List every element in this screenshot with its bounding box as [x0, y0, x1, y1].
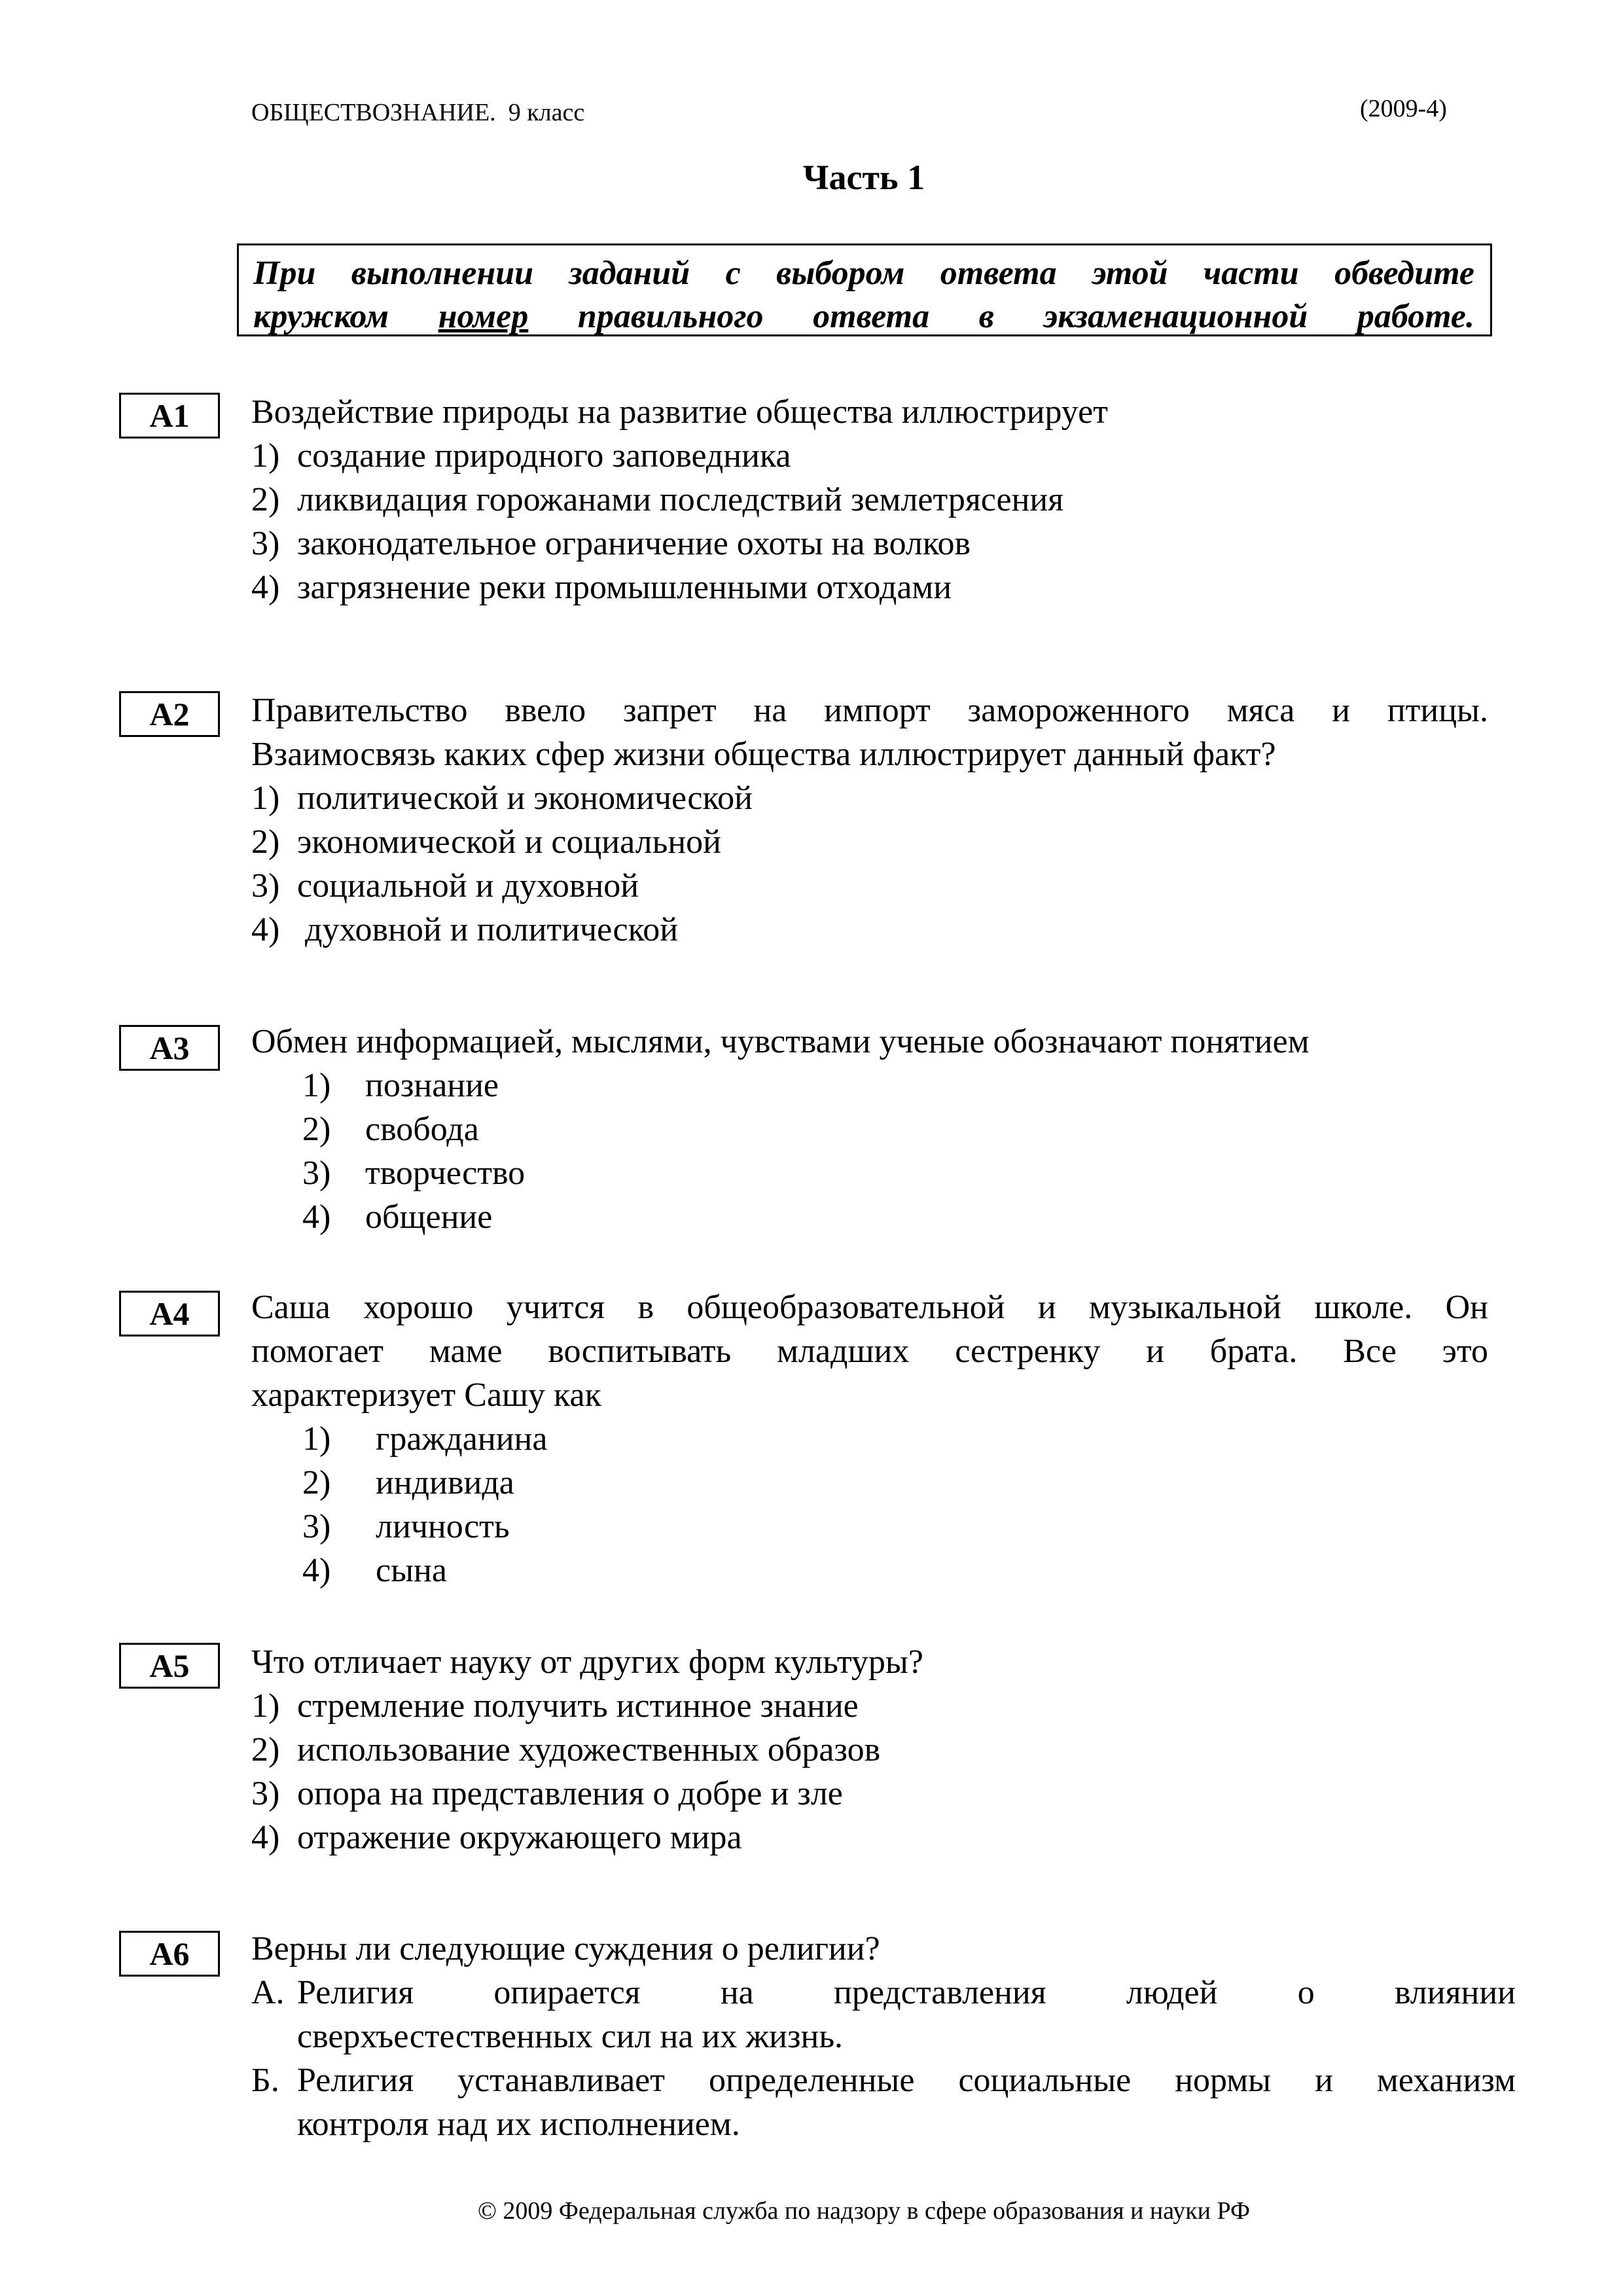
question-label-a4: А4 — [119, 1291, 220, 1336]
question-text: Правительство ввело запрет на импорт замороженного мяса и птицы. — [251, 692, 1488, 729]
answer-option-2[interactable]: 2) использование художественных образов — [251, 1731, 881, 1768]
question-a6 — [251, 1927, 1516, 2146]
header-code: (2009-4) — [1360, 95, 1447, 122]
answer-option-3[interactable]: 3) личность — [302, 1508, 510, 1545]
question-text: Верны ли следующие суждения о религии? — [251, 1930, 880, 1967]
instructions-underlined-word: номер — [438, 298, 529, 335]
instructions-line-2: кружком номер правильного ответа в экзаменационной работе. — [253, 298, 1475, 335]
answer-option-1[interactable]: 1) создание природного заповедника — [251, 437, 791, 475]
question-label-a5: А5 — [119, 1643, 220, 1689]
question-a4 — [251, 1285, 1488, 1592]
answer-option-4[interactable]: 4) общение — [302, 1198, 493, 1236]
question-text: Обмен информацией, мыслями, чувствами ученые обозначают понятием — [251, 1023, 1310, 1060]
question-text: Воздействие природы на развитие общества иллюстрирует — [251, 393, 1108, 431]
answer-option-3[interactable]: 3) творчество — [302, 1155, 526, 1192]
question-text: Что отличает науку от других форм культуры? — [251, 1643, 923, 1681]
answer-option-4[interactable]: 4) загрязнение реки промышленными отходами — [251, 569, 952, 606]
answer-option-1[interactable]: 1) стремление получить истинное знание — [251, 1687, 859, 1725]
answer-option-2[interactable]: 2) свобода — [302, 1111, 479, 1148]
question-text: Взаимосвязь каких сфер жизни общества иллюстрирует данный факт? — [251, 736, 1276, 773]
statement-b: Б. Религия устанавливает определенные социальные нормы и механизм контроля над их исполнением. — [251, 2062, 1516, 2143]
question-label-a3: А3 — [119, 1025, 220, 1071]
answer-option-1[interactable]: 1) политической и экономической — [251, 780, 753, 817]
part-title: Часть 1 — [802, 158, 925, 197]
question-a2 — [251, 689, 1488, 952]
answer-option-4[interactable]: 4) отражение окружающего мира — [251, 1819, 742, 1856]
answer-option-1[interactable]: 1) гражданина — [302, 1420, 548, 1458]
question-a3 — [251, 1020, 1488, 1239]
statement-a: А. Религия опирается на представления людей о влиянии сверхъестественных сил на их жизнь. — [251, 1974, 1516, 2055]
answer-option-3[interactable]: 3) законодательное ограничение охоты на волков — [251, 525, 971, 562]
answer-option-1[interactable]: 1) познание — [302, 1067, 499, 1104]
instructions-line-1: При выполнении заданий с выбором ответа этой части обведите — [253, 255, 1474, 292]
answer-option-4[interactable]: 4) сына — [302, 1552, 447, 1589]
answer-option-3[interactable]: 3) опора на представления о добре и зле — [251, 1775, 843, 1812]
answer-option-2[interactable]: 2) экономической и социальной — [251, 823, 721, 861]
question-text: характеризует Сашу как — [251, 1376, 601, 1414]
question-a1 — [251, 390, 1488, 609]
question-label-a2: А2 — [119, 691, 220, 737]
answer-option-2[interactable]: 2) индивида — [302, 1464, 514, 1501]
question-text: помогает маме воспитывать младших сестренку и брата. Все это — [251, 1333, 1488, 1370]
question-a5 — [251, 1640, 1488, 1859]
answer-option-4[interactable]: 4) духовной и политической — [251, 911, 679, 948]
question-text: Саша хорошо учится в общеобразовательной и музыкальной школе. Он — [251, 1289, 1488, 1326]
footer-copyright: © 2009 Федеральная служба по надзору в сфере образования и науки РФ — [477, 2197, 1251, 2225]
answer-option-3[interactable]: 3) социальной и духовной — [251, 867, 639, 905]
header-subject: ОБЩЕСТВОЗНАНИЕ. 9 класс — [251, 99, 585, 126]
question-label-a1: А1 — [119, 393, 220, 439]
question-label-a6: А6 — [119, 1931, 220, 1977]
answer-option-2[interactable]: 2) ликвидация горожанами последствий землетрясения — [251, 481, 1064, 518]
instructions-box — [237, 243, 1492, 336]
